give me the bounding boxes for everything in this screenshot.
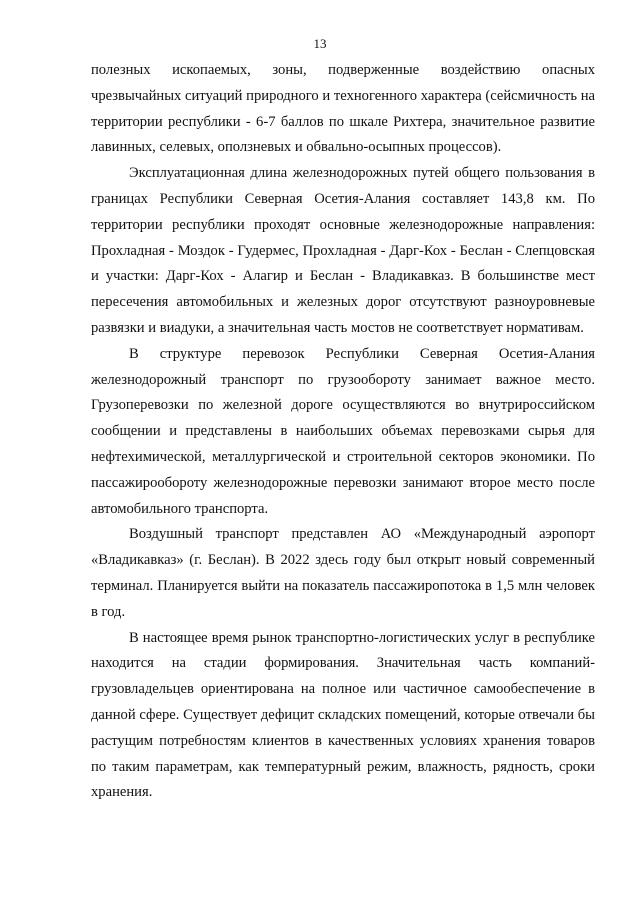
paragraph-continuation: полезных ископаемых, зоны, подверженные воздействию опасных чрезвычайных ситуаций природного и техногенного характера (сейсмичность на территории республики - 6-7 баллов по шкале Рихтера, значительное развитие лавинных, селевых, оползневых и обвально-осыпных процессов). (91, 62, 595, 156)
paragraph-freight-structure: В структуре перевозок Республики Северная Осетия-Алания железнодорожный транспорт по грузообороту занимает важное место. Грузоперевозки по железной дороге осуществляются во внутрироссийском сообщении и представлены в наибольших объемах перевозками сырья для нефтехимической, металлургической и строительной секторов экономики. По пассажирообороту железнодорожные перевозки занимают второе место после автомобильного транспорта. (91, 345, 595, 517)
document-body (91, 58, 595, 806)
page-number: 13 (313, 36, 327, 51)
paragraph-air-transport: Воздушный транспорт представлен АО «Международный аэропорт «Владикавказ» (г. Беслан). В 2022 здесь году был открыт новый современный терминал. Планируется выйти на показатель пассажиропотока в 1,5 млн человек в год. (91, 526, 595, 620)
paragraph-logistics-market: В настоящее время рынок транспортно-логистических услуг в республике находится на стадии формирования. Значительная часть компаний-грузовладельцев ориентирована на полное или частичное самообеспечение в данной сфере. Существует дефицит складских помещений, которые отвечали бы растущим потребностям клиентов в качественных условиях хранения товаров по таким параметрам, как температурный режим, влажность, рядность, сроки хранения. (91, 629, 595, 801)
paragraph-railway-length: Эксплуатационная длина железнодорожных путей общего пользования в границах Республики Северная Осетия-Алания составляет 143,8 км. По территории республики проходят основные железнодорожные направления: Прохладная - Моздок - Гудермес, Прохладная - Дарг-Кох - Беслан - Слепцовская и участки: Дарг-Кох - Алагир и Беслан - Владикавказ. В большинстве мест пересечения автомобильных и железных дорог отсутствуют разноуровневые развязки и виадуки, а значительная часть мостов не соответствует нормативам. (91, 165, 595, 336)
